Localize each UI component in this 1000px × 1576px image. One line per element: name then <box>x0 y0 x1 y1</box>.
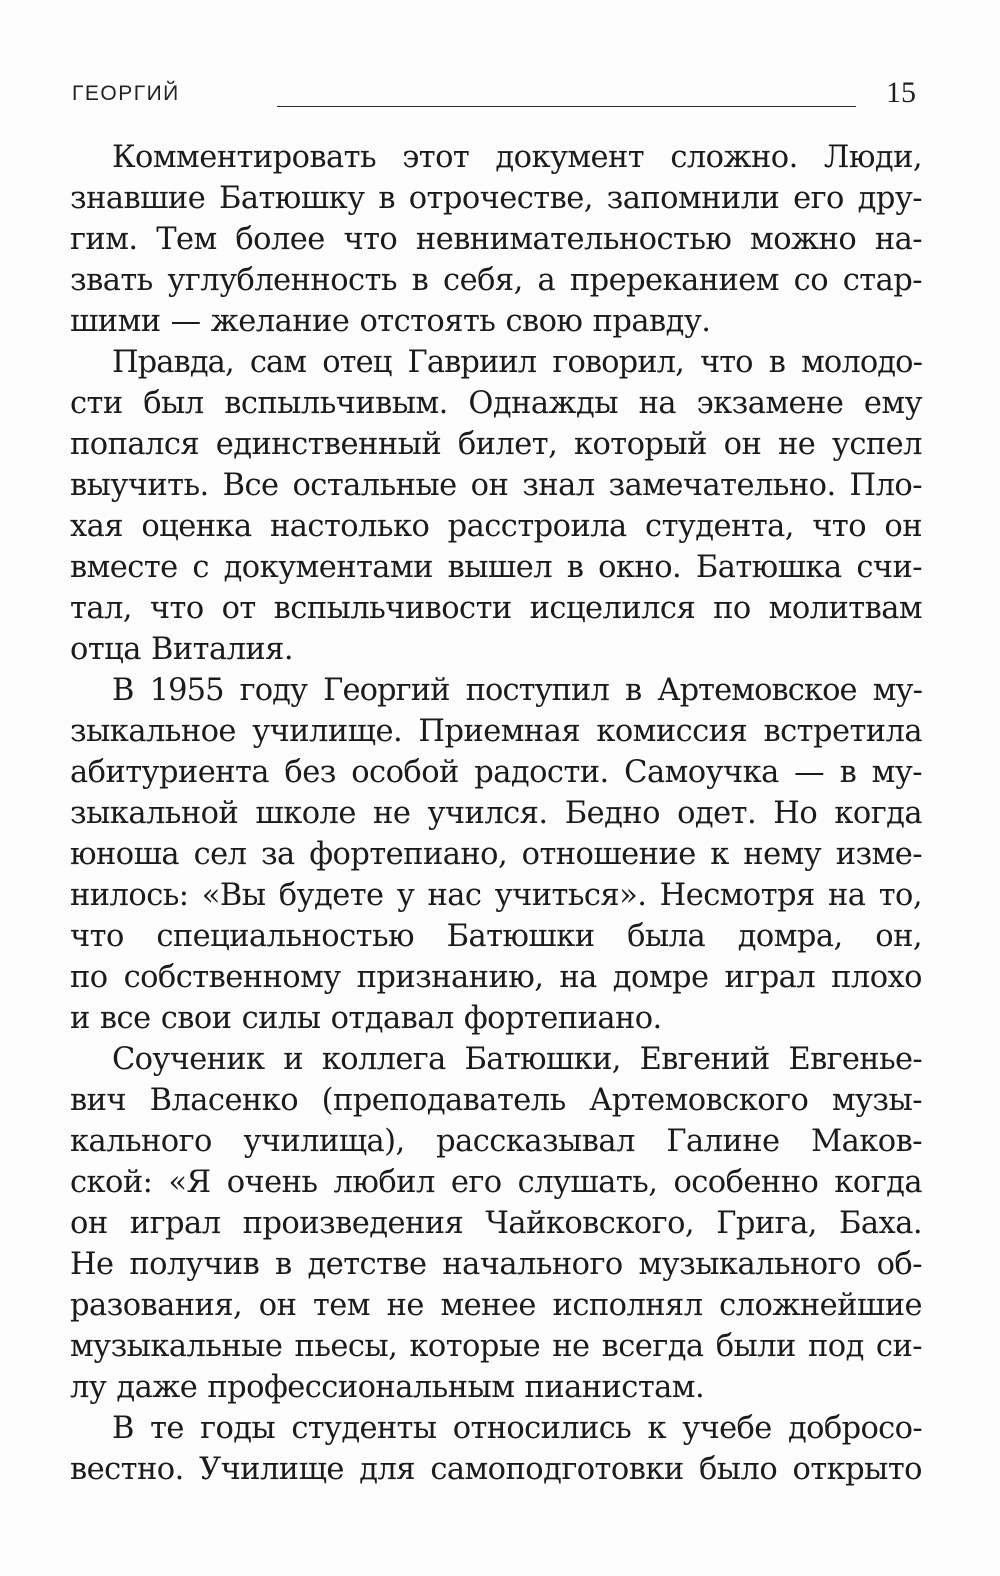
text-line: вич Власенко (преподаватель Артемовского музы- <box>70 1083 922 1118</box>
text-line: зыкальной школе не учился. Бедно одет. Но когда <box>70 796 922 831</box>
paragraph <box>70 137 922 342</box>
paragraph <box>70 670 922 1039</box>
text-line: по собственному признанию, на домре играл плохо <box>70 960 922 995</box>
body-text <box>70 137 922 1490</box>
text-line: вместе с документами вышел в окно. Батюшка счи- <box>70 550 922 585</box>
text-line: музыкальные пьесы, которые не всегда были под си- <box>70 1329 922 1364</box>
text-line: и все свои силы отдавал фортепиано. <box>70 1001 662 1036</box>
header-rule <box>277 106 856 107</box>
text-line: сти был вспыльчивым. Однажды на экзамене ему <box>70 386 922 421</box>
text-line: абитуриента без особой радости. Самоучка — в му- <box>70 755 922 790</box>
text-line: отца Виталия. <box>70 632 294 667</box>
text-line: В 1955 году Георгий поступил в Артемовское му- <box>112 673 922 708</box>
text-line: кального училища), рассказывал Галине Маков- <box>70 1124 922 1159</box>
text-line: разования, он тем не менее исполнял сложнейшие <box>70 1288 922 1323</box>
text-line: хая оценка настолько расстроила студента, что он <box>70 509 922 544</box>
text-line: зыкальное училище. Приемная комиссия встретила <box>70 714 922 749</box>
page-number: 15 <box>886 76 916 109</box>
text-line: лу даже профессиональным пианистам. <box>70 1370 705 1405</box>
text-line: Комментировать этот документ сложно. Люди, <box>112 140 922 175</box>
text-line: звать углубленность в себя, а пререканием со стар- <box>70 263 922 298</box>
text-line: знавшие Батюшку в отрочестве, запомнили его дру- <box>70 181 922 216</box>
chapter-title: ГЕОРГИЙ <box>72 82 180 105</box>
running-head <box>72 78 916 122</box>
text-line: что специальностью Батюшки была домра, он, <box>70 919 922 954</box>
text-line: шими — желание отстоять свою правду. <box>70 304 711 339</box>
text-line: он играл произведения Чайковского, Грига, Баха. <box>70 1206 922 1241</box>
paragraph <box>70 1408 922 1490</box>
text-line: В те годы студенты относились к учебе добросо- <box>112 1411 922 1446</box>
text-line: нилось: «Вы будете у нас учиться». Несмотря на то, <box>70 878 922 913</box>
paragraph <box>70 1039 922 1408</box>
text-line: гим. Тем более что невнимательностью можно на- <box>70 222 922 257</box>
text-line: попался единственный билет, который он не успел <box>70 427 922 462</box>
text-line: Соученик и коллега Батюшки, Евгений Евгенье- <box>112 1042 922 1077</box>
text-line: вестно. Училище для самоподготовки было открыто <box>70 1452 922 1487</box>
text-line: выучить. Все остальные он знал замечательно. Пло- <box>70 468 922 503</box>
text-line: ской: «Я очень любил его слушать, особенно когда <box>70 1165 922 1200</box>
text-line: юноша сел за фортепиано, отношение к нему изме- <box>70 837 922 872</box>
text-line: тал, что от вспыльчивости исцелился по молитвам <box>70 591 922 626</box>
paragraph <box>70 342 922 670</box>
text-line: Не получив в детстве начального музыкального об- <box>70 1247 922 1282</box>
text-line: Правда, сам отец Гавриил говорил, что в молодо- <box>112 345 922 380</box>
